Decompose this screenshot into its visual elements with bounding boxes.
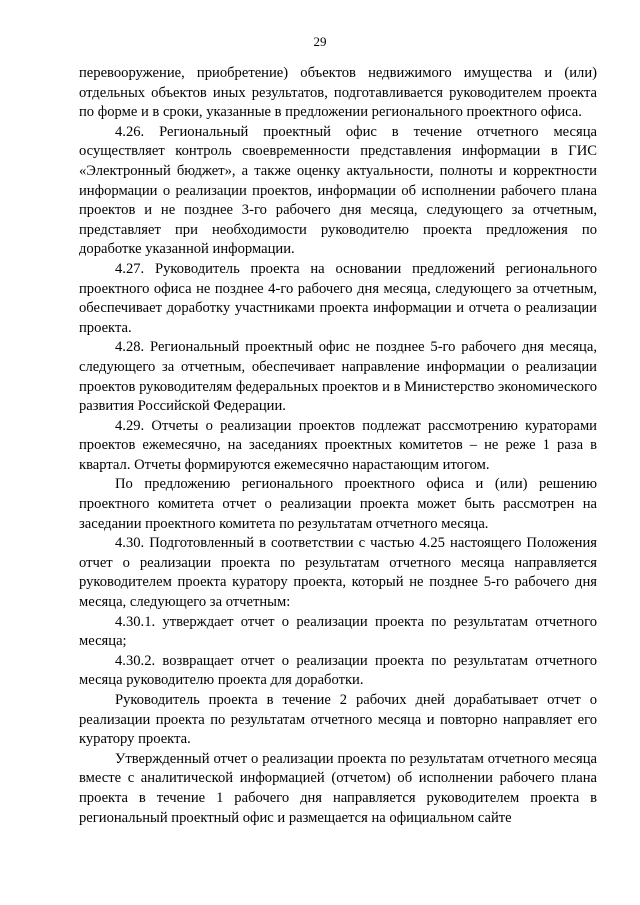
paragraph-4-27: 4.27. Руководитель проекта на основании предложений регионального проектного офиса не позднее 4-го рабочего дня месяца, следующего за отчетным, обеспечивает доработку участниками проекта информации и отчета о реализации проекта.	[79, 260, 597, 336]
paragraph-4-30-2: 4.30.2. возвращает отчет о реализации проекта по результатам отчетного месяца руководителю проекта для доработки.	[79, 652, 597, 689]
page-number: 29	[313, 34, 327, 49]
paragraph-4-29: 4.29. Отчеты о реализации проектов подлежат рассмотрению кураторами проектов ежемесячно, на заседаниях проектных комитетов – не реже 1 раза в квартал. Отчеты формируются ежемесячно нарастающим итогом.	[79, 417, 597, 473]
paragraph-4-30-1: 4.30.1. утверждает отчет о реализации проекта по результатам отчетного месяца;	[79, 613, 597, 650]
document-body	[79, 64, 597, 828]
paragraph-4-29-committee: По предложению регионального проектного офиса и (или) решению проектного комитета отчет о реализации проекта может быть рассмотрен на заседании проектного комитета по результатам отчетного месяца.	[79, 476, 597, 532]
paragraph-4-26: 4.26. Региональный проектный офис в течение отчетного месяца осуществляет контроль своевременности представления информации в ГИС «Электронный бюджет», а также оценку актуальности, полноты и корректности информации о реализации проектов, информации об исполнении рабочего плана проектов и не позднее 3-го рабочего дня месяца, следующего за отчетным, представляет при необходимости руководителю проекта предложения по доработке указанной информации.	[79, 123, 597, 258]
paragraph-rework: Руководитель проекта в течение 2 рабочих дней дорабатывает отчет о реализации проекта по результатам отчетного месяца и повторно направляет его куратору проекта.	[79, 692, 597, 748]
paragraph-4-28: 4.28. Региональный проектный офис не позднее 5-го рабочего дня месяца, следующего за отчетным, обеспечивает направление информации о реализации проектов руководителям федеральных проектов и в Министерство экономического развития Российской Федерации.	[79, 339, 597, 415]
paragraph-4-30: 4.30. Подготовленный в соответствии с частью 4.25 настоящего Положения отчет о реализации проекта по результатам отчетного месяца направляется руководителем проекта куратору проекта, который не позднее 5-го рабочего дня месяца, следующего за отчетным:	[79, 535, 597, 611]
paragraph-approved-report: Утвержденный отчет о реализации проекта по результатам отчетного месяца вместе с аналитической информацией (отчетом) об исполнении рабочего плана проекта в течение 1 рабочего дня направляется руководителем проекта в региональный проектный офис и размещается на официальном сайте	[79, 750, 597, 826]
paragraph-continuation: перевооружение, приобретение) объектов недвижимого имущества и (или) отдельных объектов иных результатов, подготавливается руководителем проекта по форме и в сроки, указанные в предложении регионального проектного офиса.	[79, 65, 597, 121]
